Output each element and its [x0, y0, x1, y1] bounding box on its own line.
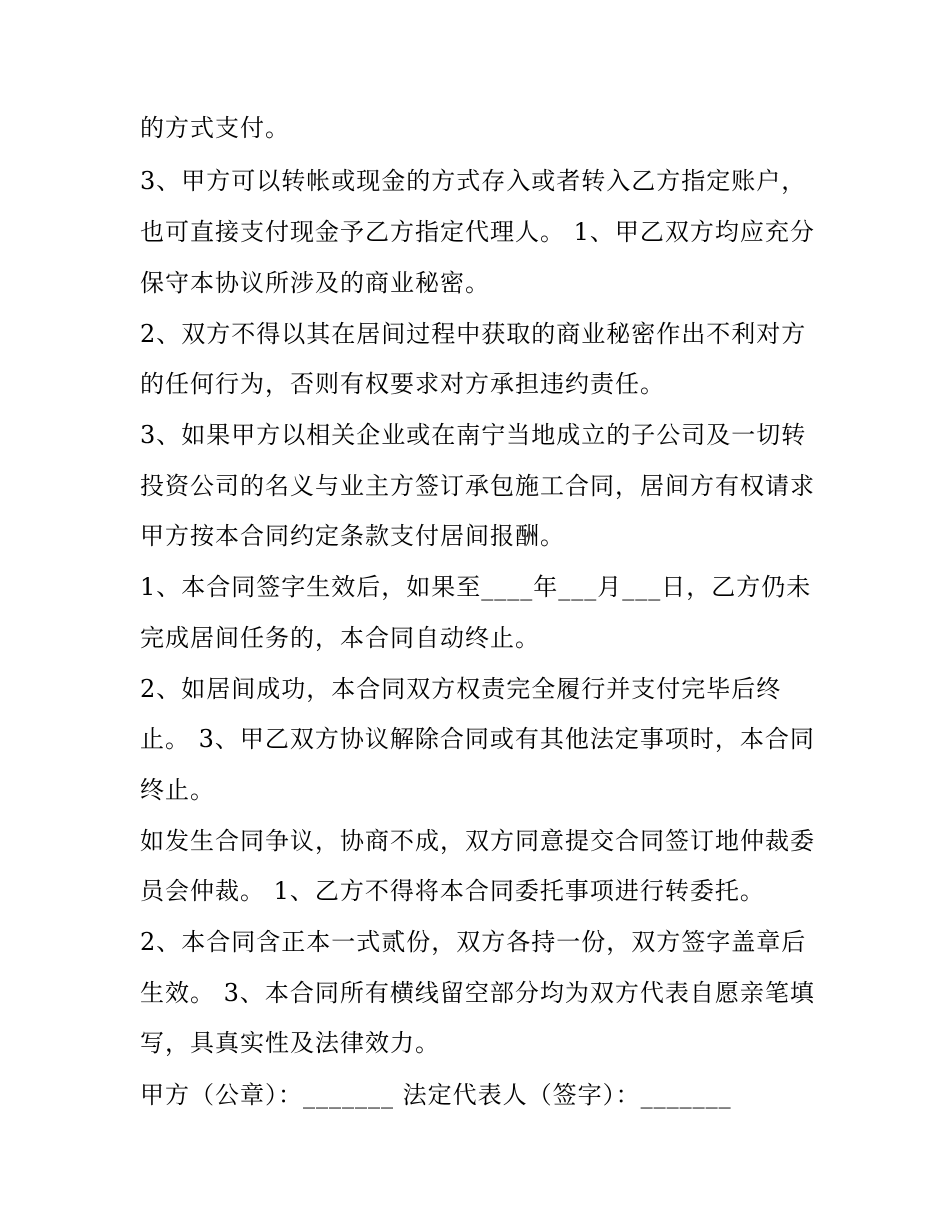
text-line: 也可直接支付现金予乙方指定代理人。 1、甲乙双方均应充分 — [140, 218, 815, 246]
text-line: 的任何行为，否则有权要求对方承担违约责任。 — [140, 370, 665, 398]
text-line: 如发生合同争议，协商不成，双方同意提交合同签订地仲裁委 — [140, 827, 815, 855]
text-line: 甲方按本合同约定条款支付居间报酬。 — [140, 522, 565, 550]
text-line: 2、本合同含正本一式贰份，双方各持一份，双方签字盖章后 — [140, 928, 807, 956]
text-line: 2、双方不得以其在居间过程中获取的商业秘密作出不利对方 — [140, 320, 807, 348]
text-line: 投资公司的名义与业主方签订承包施工合同，居间方有权请求 — [140, 472, 815, 500]
text-line: 的方式支付。 — [140, 114, 290, 142]
text-line: 终止。 — [140, 776, 215, 804]
signature-line: 甲方（公章）：_______ 法定代表人（签字）：_______ — [140, 1081, 732, 1109]
text-line: 1、本合同签字生效后，如果至____年___月___日，乙方仍未 — [140, 573, 812, 601]
text-line: 完成居间任务的，本合同自动终止。 — [140, 624, 540, 652]
text-line: 2、如居间成功，本合同双方权责完全履行并支付完毕后终 — [140, 675, 782, 703]
text-line: 生效。 3、本合同所有横线留空部分均为双方代表自愿亲笔填 — [140, 979, 815, 1007]
text-line: 3、如果甲方以相关企业或在南宁当地成立的子公司及一切转 — [140, 421, 807, 449]
text-line: 保守本协议所涉及的商业秘密。 — [140, 269, 490, 297]
text-line: 写，具真实性及法律效力。 — [140, 1029, 440, 1057]
text-line: 3、甲方可以转帐或现金的方式存入或者转入乙方指定账户， — [140, 167, 807, 195]
text-line: 员会仲裁。 1、乙方不得将本合同委托事项进行转委托。 — [140, 877, 765, 905]
text-line: 止。 3、甲乙双方协议解除合同或有其他法定事项时，本合同 — [140, 725, 815, 753]
